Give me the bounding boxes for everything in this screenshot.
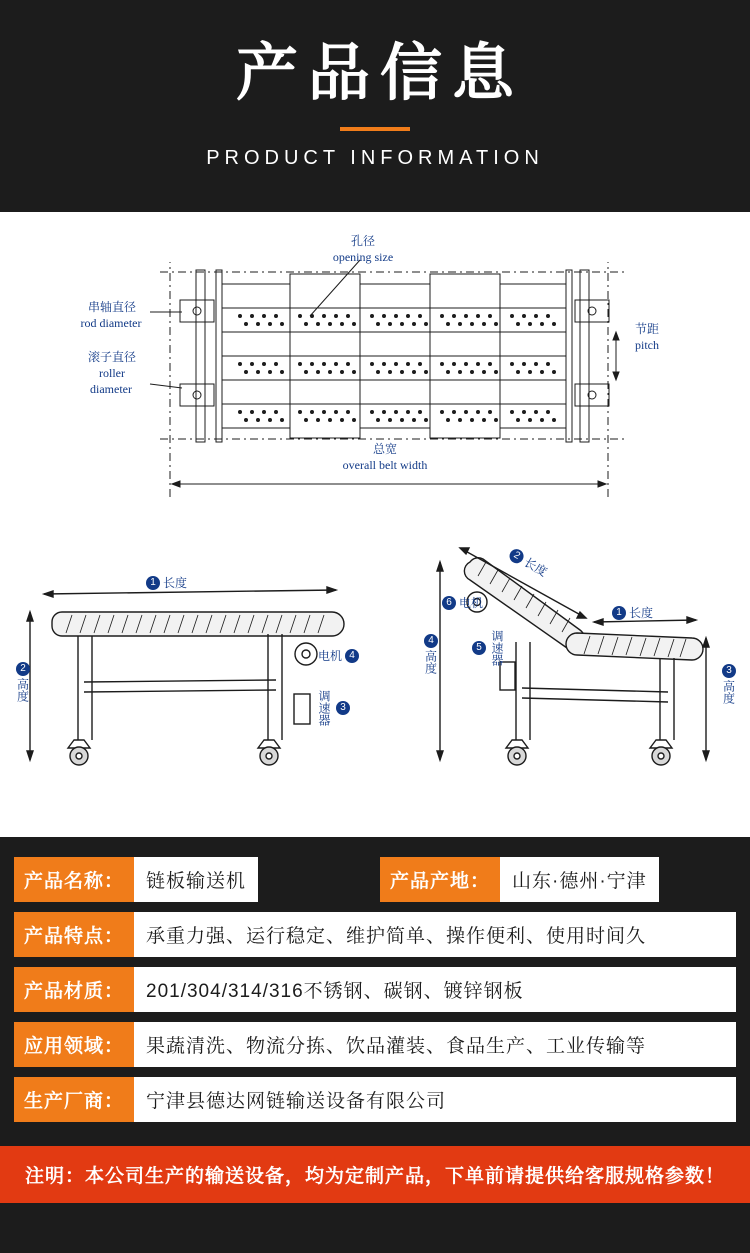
spec-pair-name <box>14 857 370 902</box>
callout-6: 6 <box>442 596 456 610</box>
left-governor-label <box>316 690 384 726</box>
roller-diameter-label-en-2: diameter <box>90 382 132 396</box>
right-left-height-text: 高度 <box>423 650 438 674</box>
opening-size-label-en: opening size <box>332 250 394 264</box>
conveyor-svg <box>0 522 750 837</box>
right-incline-length-text: 长度 <box>521 555 550 580</box>
left-motor-label <box>318 647 359 664</box>
pitch-label-en: pitch <box>635 338 659 352</box>
page-header <box>0 0 750 212</box>
right-motor-text: 电机 <box>459 596 484 610</box>
callout-1: 1 <box>146 576 160 590</box>
table-row <box>14 857 736 902</box>
rod-diameter-label-cn: 串轴直径 <box>87 300 136 314</box>
left-motor-text: 电机 <box>318 649 343 663</box>
left-governor-text: 调速器 <box>317 690 331 726</box>
pitch-label-cn: 节距 <box>634 322 659 336</box>
spec-value-material: 201/304/314/316不锈钢、碳钢、镀锌钢板 <box>134 967 736 1012</box>
callout-2b: 2 <box>507 546 526 565</box>
spec-key-material: 产品材质： <box>14 967 134 1012</box>
rod-diameter-label-en: rod diameter <box>80 316 142 330</box>
right-motor-label <box>442 594 483 611</box>
left-length-text: 长度 <box>163 576 188 590</box>
footer-spacer <box>0 1203 750 1253</box>
callout-4: 4 <box>345 649 359 663</box>
callout-3: 3 <box>336 701 350 715</box>
roller-diameter-label-en-1: roller <box>99 366 125 380</box>
table-row <box>14 912 736 957</box>
callout-1b: 1 <box>612 606 626 620</box>
right-flat-length-label <box>612 604 653 621</box>
page-subtitle: PRODUCT INFORMATION <box>206 146 544 169</box>
left-height-text: 高度 <box>15 678 30 702</box>
spec-value-product-name: 链板输送机 <box>134 857 258 902</box>
table-row <box>14 1077 736 1122</box>
title-divider <box>340 127 410 131</box>
callout-2: 2 <box>16 662 30 676</box>
spec-value-application: 果蔬清洗、物流分拣、饮品灌装、食品生产、工业传输等 <box>134 1022 736 1067</box>
right-right-height-label <box>712 664 746 704</box>
right-governor-text: 调速器 <box>490 630 504 666</box>
right-governor-label <box>472 630 540 666</box>
diagram-section <box>0 212 750 837</box>
left-length-label <box>146 574 187 591</box>
roller-diameter-label-cn: 滚子直径 <box>87 350 136 364</box>
spec-value-manufacturer: 宁津县德达网链输送设备有限公司 <box>134 1077 736 1122</box>
right-flat-length-text: 长度 <box>629 606 654 620</box>
spec-key-manufacturer: 生产厂商： <box>14 1077 134 1122</box>
callout-4b: 4 <box>424 634 438 648</box>
left-height-label <box>6 662 40 702</box>
spec-value-features: 承重力强、运行稳定、维护简单、操作便利、使用时间久 <box>134 912 736 957</box>
right-left-height-label <box>414 634 448 674</box>
callout-3b: 3 <box>722 664 736 678</box>
conveyor-illustrations <box>0 522 750 837</box>
overall-width-label-en: overall belt width <box>342 458 428 472</box>
page-title: 产品信息 <box>235 38 524 108</box>
spec-key-product-name: 产品名称： <box>14 857 134 902</box>
overall-width-label-cn: 总宽 <box>372 442 397 456</box>
spec-pair-origin <box>380 857 736 902</box>
right-right-height-text: 高度 <box>721 680 736 704</box>
footer-note: 注明：本公司生产的输送设备，均为定制产品，下单前请提供给客服规格参数！ <box>0 1146 750 1203</box>
table-row <box>14 967 736 1012</box>
opening-size-label-cn: 孔径 <box>350 234 375 248</box>
table-row <box>14 1022 736 1067</box>
spec-key-application: 应用领域： <box>14 1022 134 1067</box>
spec-key-features: 产品特点： <box>14 912 134 957</box>
callout-5: 5 <box>472 641 486 655</box>
spec-table <box>0 837 750 1140</box>
spec-value-origin: 山东·德州·宁津 <box>500 857 659 902</box>
spec-key-origin: 产品产地： <box>380 857 500 902</box>
chain-plate-top-view-diagram <box>0 212 750 522</box>
